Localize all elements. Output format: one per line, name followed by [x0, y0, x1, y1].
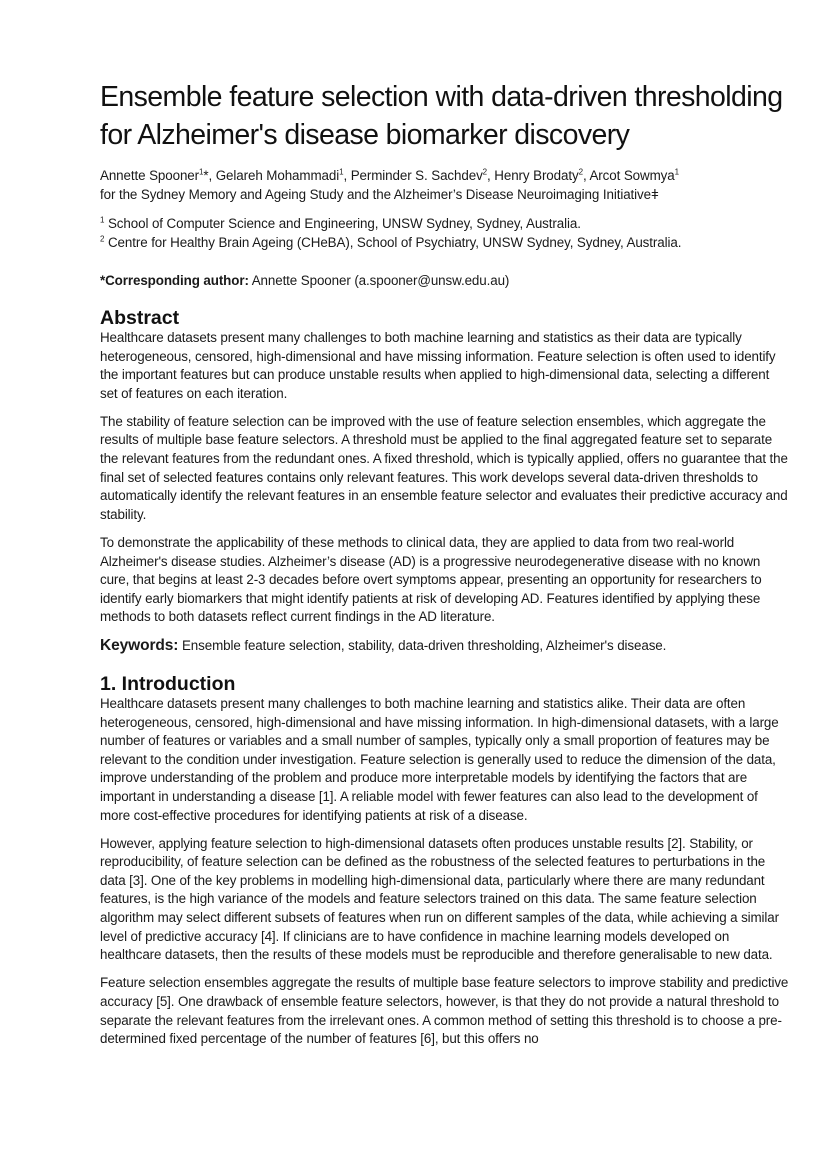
abstract-section — [100, 307, 790, 636]
corresponding-author: *Corresponding author: Annette Spooner (a.spooner@unsw.edu.au) — [100, 273, 510, 288]
affiliation-list — [100, 214, 800, 252]
introduction-heading: 1. Introduction — [100, 673, 236, 695]
author-name: Gelareh Mohammadi — [215, 168, 340, 183]
affiliation-marker: 1 — [199, 167, 204, 177]
author-list — [100, 166, 800, 204]
introduction-section — [100, 673, 790, 1058]
paper-title: Ensemble feature selection with data-driven thresholding for Alzheimer's disease biomarker discovery — [100, 81, 783, 151]
author-name: Arcot Sowmya — [589, 168, 675, 183]
author-name: Annette Spooner — [100, 168, 200, 183]
author-name: Henry Brodaty — [494, 168, 579, 183]
author-line: Annette Spooner$^1$*, Gelareh Mohammadi$^1$, Perminder S. Sachdev$^2$, Henry Brodaty$^2$, Arcot Sowmya$^1$ — [100, 167, 679, 183]
affiliation-marker: 2 — [578, 167, 583, 177]
corresponding-marker: *, — [203, 168, 216, 183]
body-paragraph: Feature selection ensembles aggregate the results of multiple base feature selectors to improve stability and predictive accuracy [5]. One drawback of ensemble feature selectors, however, is that they do not provide a natural threshold to separate the relevant features from the irrelevant ones. A common method of setting this threshold is to choose a pre-determined fixed percentage of the number of features [6], but this offers no — [100, 975, 789, 1047]
body-paragraph: However, applying feature selection to high-dimensional datasets often produces unstable results [2]. Stability, or reproducibility, of feature selection can be defined as the robustness of the selected features to perturbations in the data [3]. One of the key problems in modelling high-dimensional data, particularly where there are many redundant features, is the high variance of the models and feature selectors trained on this data. The same feature selection algorithm may select different subsets of features when run on different samples of the data, while achieving a similar level of predictive accuracy [4]. If clinicians are to have confidence in machine learning models developed on healthcare datasets, then the results of these models must be reproducible and therefore generalisable to new data. — [100, 835, 779, 963]
affiliation-marker: 2 — [482, 167, 488, 177]
abstract-paragraph: The stability of feature selection can be improved with the use of feature selection ensembles, which aggregate the results of multiple base feature selectors. A threshold must be applied to the final aggregated feature set to separate the relevant features from the redundant ones. A fixed threshold, which is typically applied, offers no guarantee that the final set of selected features contains only relevant features. This work develops several data-driven thresholds to automatically identify the relevant features in an ensemble feature selector and evaluates their predictive accuracy and stability. — [100, 413, 788, 522]
author-name: Perminder S. Sachdev — [350, 168, 483, 183]
affiliation-marker: 1 — [674, 167, 679, 177]
affiliation-item: $^2$ Centre for Healthy Brain Ageing (CHeBA), School of Psychiatry, UNSW Sydney, Sydney, Australia. — [100, 234, 682, 250]
study-group-line: for the Sydney Memory and Ageing Study and the Alzheimer’s Disease Neuroimaging Initiativeǂ — [100, 187, 659, 202]
abstract-paragraph: Healthcare datasets present many challenges to both machine learning and statistics as their data are typically heterogeneous, censored, high-dimensional and have missing information. Feature selection is often used to identify the important features but can produce unstable results when applied to high-dimensional data, selecting a different set of features on each iteration. — [100, 330, 776, 401]
affiliation-item: $^1$ School of Computer Science and Engineering, UNSW Sydney, Sydney, Australia. — [100, 215, 581, 231]
keywords: Keywords: Ensemble feature selection, stability, data-driven thresholding, Alzheimer's disease. — [100, 637, 667, 654]
affiliation-marker: 1 — [339, 167, 344, 177]
abstract-paragraph: To demonstrate the applicability of these methods to clinical data, they are applied to data from two real-world Alzheimer's disease studies. Alzheimer’s disease (AD) is a progressive neurodegenerative disease with no known cure, that begins at least 2-3 decades before overt symptoms appear, presenting an opportunity for researchers to identify early biomarkers that might identify patients at risk of developing AD. Features identified by applying these methods to both datasets reflect current findings in the AD literature. — [100, 534, 762, 625]
body-paragraph: Healthcare datasets present many challenges to both machine learning and statistics alike. Their data are often heterogeneous, censored, high-dimensional and have missing information. In high-dimensional datasets, with a large number of features or variables and a small number of samples, typically only a small proportion of features may be relevant to the condition under investigation. Feature selection is generally used to reduce the dimension of the data, improve understanding of the problem and produce more interpretable models by identifying the factors that are important in understanding a disease [1]. A reliable model with fewer features can also lead to the development of more cost-effective procedures for identifying patients at risk of a disease. — [100, 696, 779, 823]
abstract-heading: Abstract — [100, 307, 180, 329]
